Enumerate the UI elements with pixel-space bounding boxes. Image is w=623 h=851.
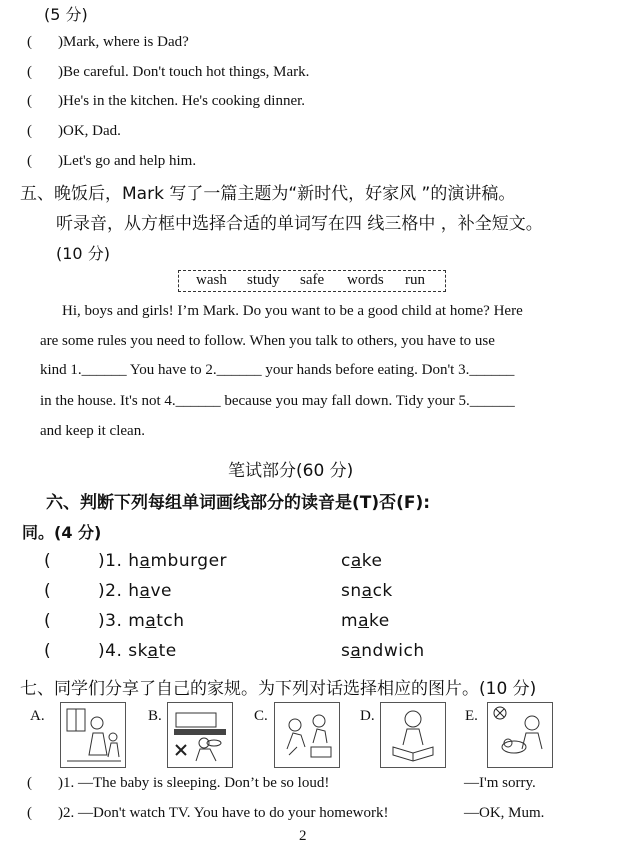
dialogue-line: )2. —Don't watch TV. You have to do your homework! [58, 805, 389, 821]
answer-paren[interactable]: ( [27, 775, 32, 791]
answer-paren[interactable]: ( [27, 34, 32, 50]
word-item: )3. match [98, 611, 185, 631]
boy-with-book-picture [381, 703, 445, 767]
section7-title: 七、同学们分享了自己的家规。为下列对话选择相应的图片。(10 分) [20, 679, 537, 699]
passage-line: Hi, boys and girls! I’m Mark. Do you want to be a good child at home? Here [62, 303, 523, 319]
compare-word: snack [341, 581, 393, 601]
picture-b[interactable] [167, 702, 233, 768]
dialogue-line: )He's in the kitchen. He's cooking dinner. [58, 93, 306, 109]
word-bank-item: study [247, 272, 280, 288]
answer-paren[interactable]: ( [44, 581, 52, 601]
answer-paren[interactable]: ( [27, 805, 32, 821]
word-item: )1. hamburger [98, 551, 228, 571]
section4-points: (5 分) [44, 5, 88, 24]
compare-word: cake [341, 551, 383, 571]
dialogue-line: )Mark, where is Dad? [58, 34, 189, 50]
answer-paren[interactable]: ( [27, 153, 32, 169]
page-number: 2 [299, 828, 307, 844]
mother-baby-picture [488, 703, 552, 767]
picture-a[interactable] [60, 702, 126, 768]
dialogue-reply: —I'm sorry. [464, 775, 536, 791]
picture-label-a: A. [30, 708, 45, 724]
section5-title-line1: 五、晚饭后，Mark 写了一篇主题为“新时代，好家风 ”的演讲稿。 [20, 184, 516, 204]
picture-label-c: C. [254, 708, 268, 724]
compare-word: sandwich [341, 641, 425, 661]
section6-title-line2: 同。(4 分) [22, 523, 102, 542]
word-bank [178, 270, 446, 292]
word-bank-item: safe [300, 272, 325, 288]
written-part-heading: 笔试部分(60 分) [228, 461, 354, 481]
picture-c[interactable] [274, 702, 340, 768]
word-bank-item: run [405, 272, 425, 288]
dialogue-line: )OK, Dad. [58, 123, 121, 139]
dialogue-line: )Be careful. Don't touch hot things, Mark. [58, 64, 310, 80]
answer-paren[interactable]: ( [44, 551, 52, 571]
dialogue-line: )Let's go and help him. [58, 153, 197, 169]
word-item: )4. skate [98, 641, 177, 661]
compare-word: make [341, 611, 390, 631]
answer-paren[interactable]: ( [27, 93, 32, 109]
passage-line: and keep it clean. [40, 423, 145, 439]
picture-label-b: B. [148, 708, 162, 724]
kitchen-stove-picture [168, 703, 232, 767]
passage-line: kind 1.______ You have to 2.______ your hands before eating. Don't 3.______ [40, 362, 515, 378]
section5-points: (10 分) [56, 244, 110, 263]
answer-paren[interactable]: ( [44, 641, 52, 661]
running-children-picture [275, 703, 339, 767]
answer-paren[interactable]: ( [27, 123, 32, 139]
picture-d[interactable] [380, 702, 446, 768]
passage-line: are some rules you need to follow. When you talk to others, you have to use [40, 333, 495, 349]
word-bank-item: wash [196, 272, 227, 288]
answer-paren[interactable]: ( [27, 64, 32, 80]
word-item: )2. have [98, 581, 172, 601]
picture-label-d: D. [360, 708, 375, 724]
picture-label-e: E. [465, 708, 478, 724]
word-bank-item: words [347, 272, 384, 288]
dialogue-reply: —OK, Mum. [464, 805, 545, 821]
picture-e[interactable] [487, 702, 553, 768]
section5-title-line2: 听录音，从方框中选择合适的单词写在四 线三格中 ，补全短文。 [56, 214, 543, 234]
dialogue-line: )1. —The baby is sleeping. Don’t be so loud! [58, 775, 330, 791]
section6-title-line1: 六、判断下列每组单词画线部分的读音是(T)否(F): [46, 493, 431, 513]
family-home-picture [61, 703, 125, 767]
answer-paren[interactable]: ( [44, 611, 52, 631]
passage-line: in the house. It's not 4.______ because you may fall down. Tidy your 5.______ [40, 393, 515, 409]
